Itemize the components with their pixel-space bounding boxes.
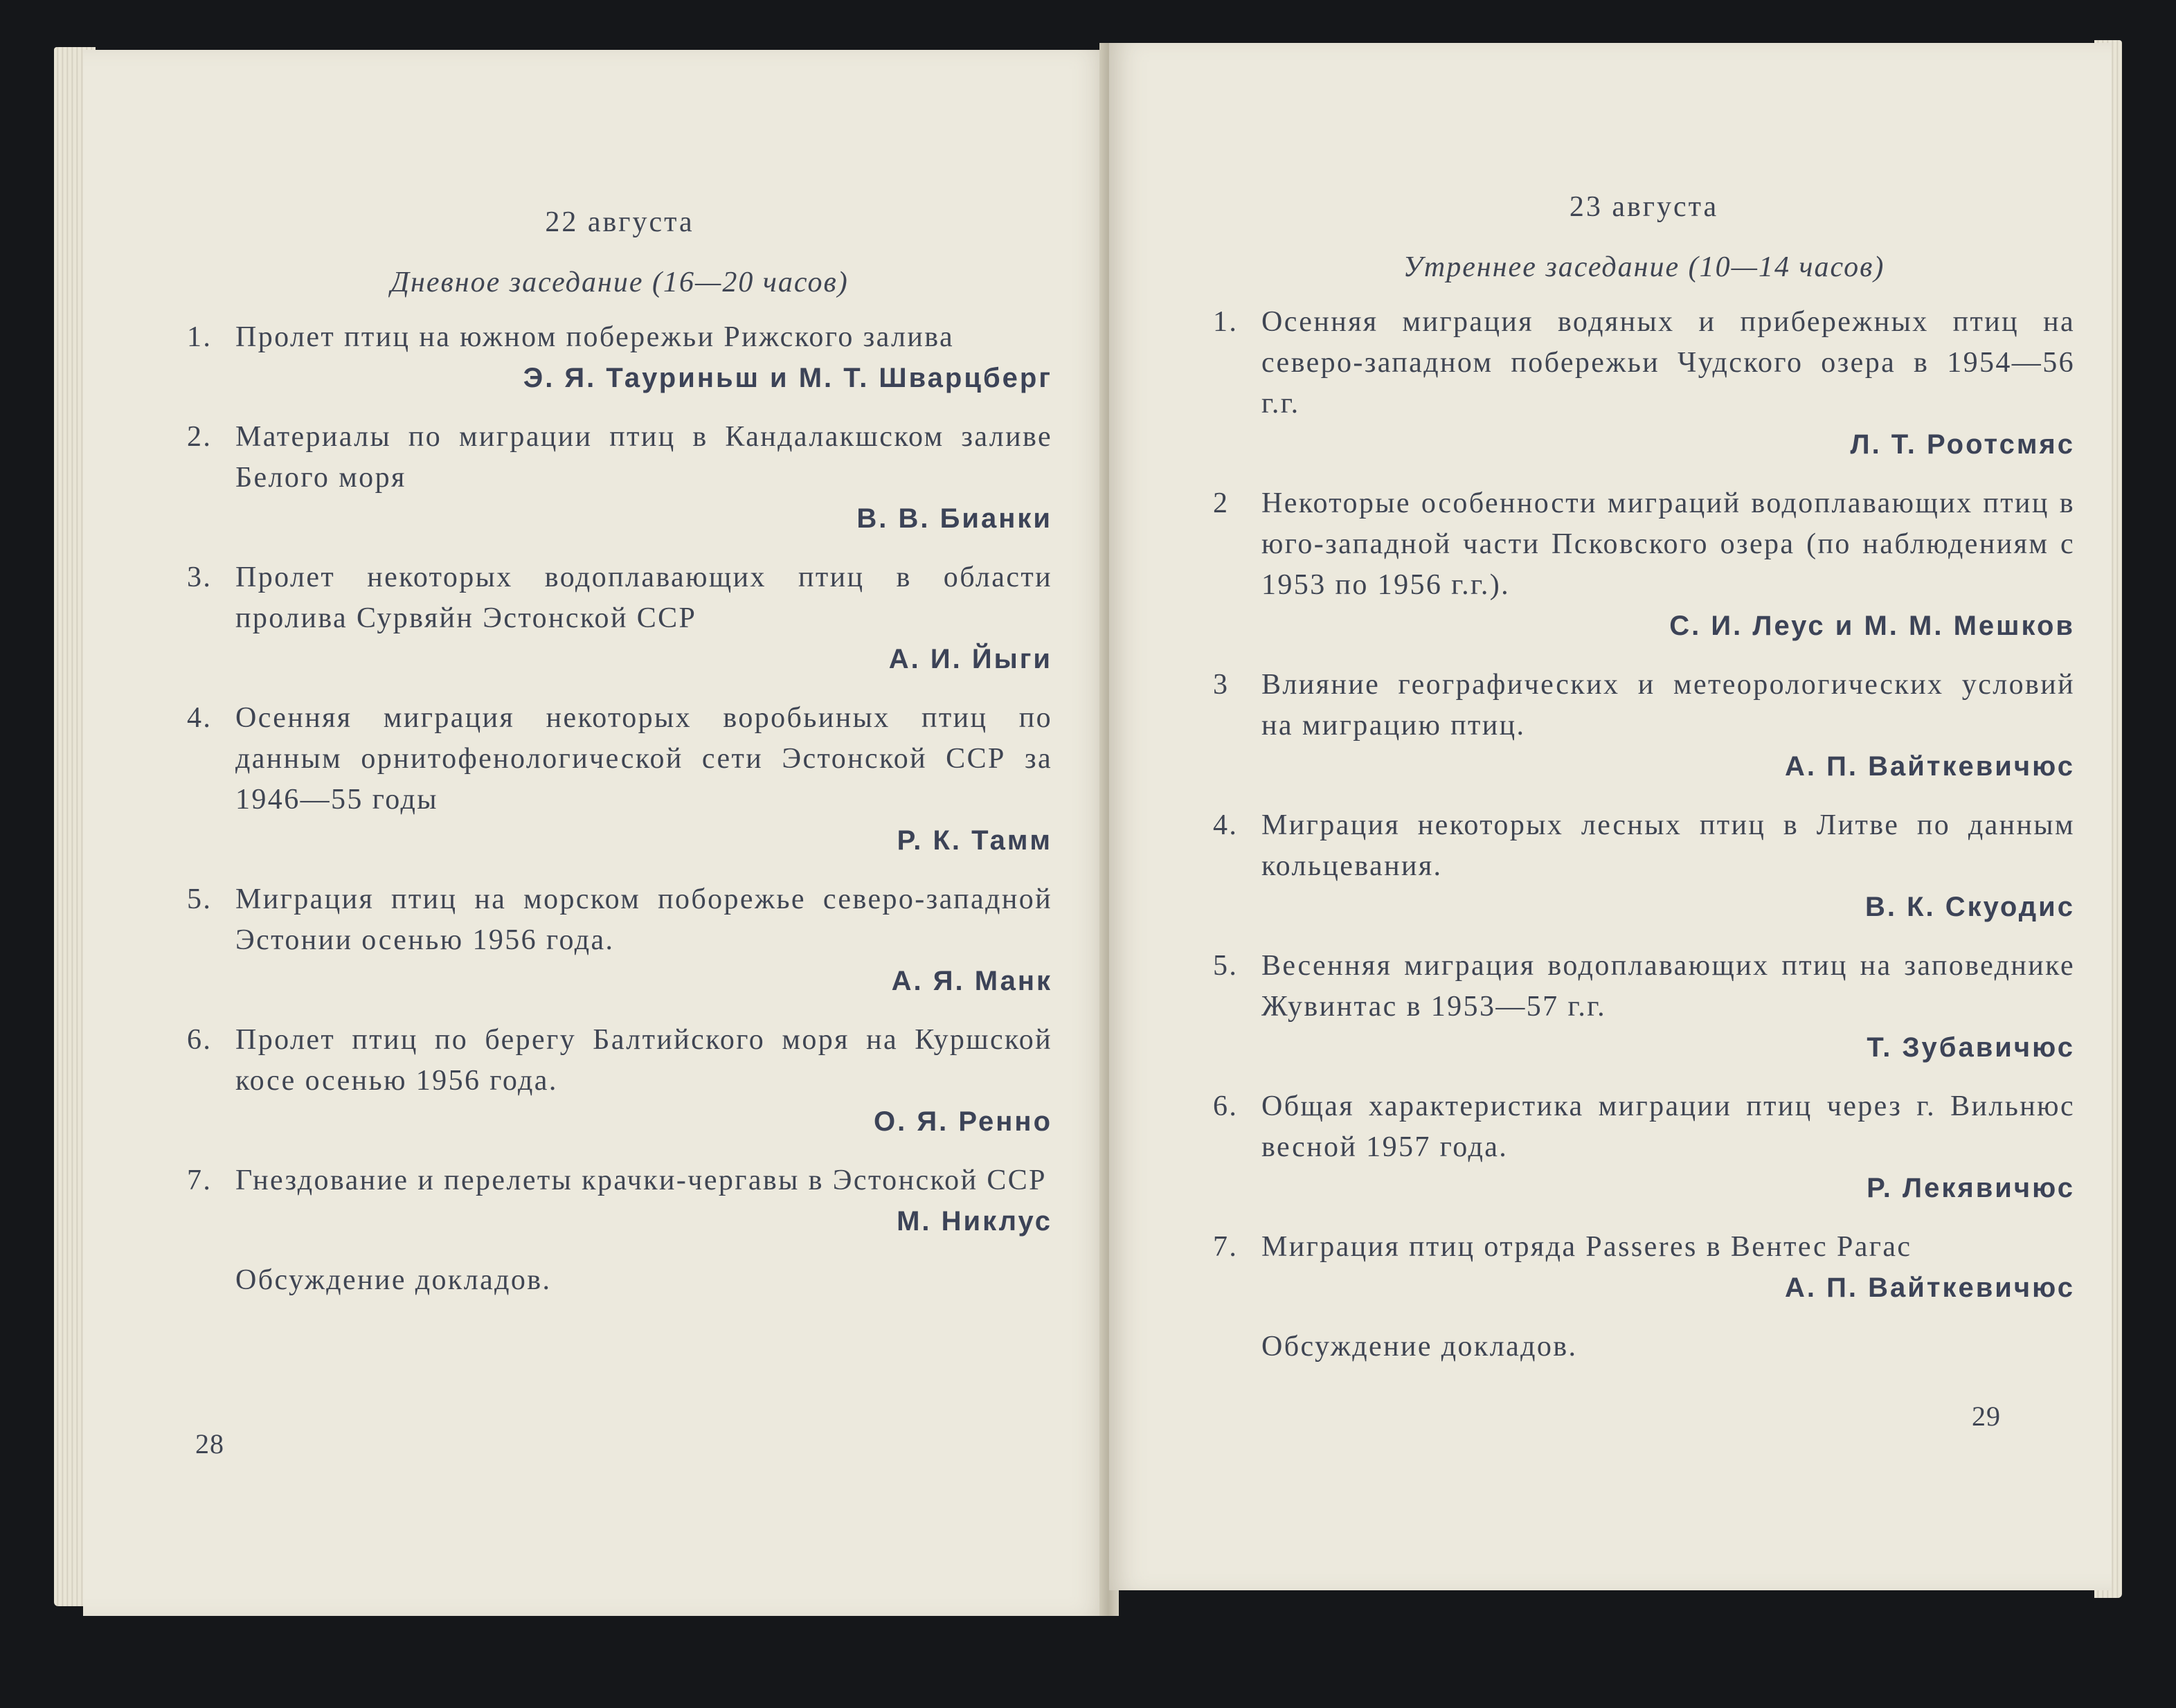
program-item	[187, 698, 1052, 861]
item-title: Материалы по миграции птиц в Кандалакшском заливе Белого моря	[235, 421, 1052, 494]
right-page-session: Утреннее заседание (10—14 часов)	[1403, 251, 1885, 283]
item-number: 2	[1213, 487, 1230, 519]
left-page-items	[187, 317, 1052, 1242]
item-author: В. К. Скуодис	[1864, 892, 2075, 922]
program-item	[1213, 665, 2075, 787]
item-number: 3.	[187, 561, 213, 593]
item-title: Влияние географических и метеорологических условий на миграцию птиц.	[1261, 669, 2075, 741]
item-number: 5.	[187, 883, 213, 915]
program-item-row	[187, 557, 1052, 639]
program-item-row	[187, 417, 1052, 498]
program-item-row	[1213, 805, 2075, 887]
program-item	[187, 557, 1052, 680]
item-author: Л. Т. Роотсмяс	[1850, 429, 2075, 460]
item-author: Э. Я. Тауриньш и М. Т. Шварцберг	[523, 363, 1052, 393]
program-item-row	[1213, 302, 2075, 424]
program-item	[1213, 302, 2075, 465]
item-author: М. Никлус	[897, 1206, 1052, 1237]
item-title: Гнездование и перелеты крачки-чергавы в Эстонской ССР	[235, 1165, 1047, 1196]
item-title: Пролет птиц по берегу Балтийского моря на Куршской косе осенью 1956 года.	[235, 1024, 1052, 1097]
program-item	[1213, 946, 2075, 1068]
item-title: Общая характеристика миграции птиц через г. Вильнюс весной 1957 года.	[1261, 1090, 2075, 1163]
right-page-discussion: Обсуждение докладов.	[1261, 1331, 1578, 1363]
item-number: 3	[1213, 669, 1230, 701]
item-number: 2.	[187, 421, 213, 453]
left-page-session: Дневное заседание (16—20 часов)	[390, 267, 849, 298]
right-page-number: 29	[1972, 1401, 2001, 1432]
item-title: Миграция некоторых лесных птиц в Литве по данным кольцевания.	[1261, 809, 2075, 882]
item-number: 4.	[1213, 809, 1239, 841]
left-page-content	[187, 202, 1052, 1301]
program-item	[187, 879, 1052, 1002]
item-author: О. Я. Ренно	[874, 1106, 1052, 1137]
right-page-date: 23 августа	[1569, 191, 1719, 223]
program-item-row	[187, 698, 1052, 820]
item-number: 7.	[1213, 1231, 1239, 1263]
item-number: 4.	[187, 702, 213, 734]
item-number: 6.	[187, 1024, 213, 1056]
item-author: А. Я. Манк	[891, 966, 1052, 996]
item-title: Миграция птиц на морском поборежье северо-западной Эстонии осенью 1956 года.	[235, 883, 1052, 956]
item-title: Миграция птиц отряда Passeres в Вентес Рагас	[1261, 1231, 1912, 1263]
item-title: Осенняя миграция некоторых воробьиных птиц по данным орнитофенологической сети Эстонской ССР за 1946—55 годы	[235, 702, 1052, 816]
item-number: 5.	[1213, 950, 1239, 982]
left-page-number: 28	[195, 1428, 224, 1459]
program-item-row	[187, 1020, 1052, 1102]
program-item-row	[187, 1160, 1052, 1201]
program-item	[187, 1160, 1052, 1242]
program-item	[1213, 483, 2075, 647]
item-title: Осенняя миграция водяных и прибережных птиц на северо-западном побережьи Чудского озера в 1954—56 г.г.	[1261, 306, 2075, 420]
item-author: А. П. Вайткевичюс	[1785, 751, 2075, 782]
program-item	[1213, 805, 2075, 928]
item-author: В. В. Бианки	[856, 503, 1052, 534]
program-item-row	[187, 317, 1052, 358]
item-number: 7.	[187, 1165, 213, 1196]
program-item-row	[1213, 946, 2075, 1027]
item-author: Р. Лекявичюс	[1867, 1173, 2075, 1203]
item-number: 1.	[187, 321, 213, 353]
item-author: Т. Зубавичюс	[1867, 1032, 2075, 1063]
right-page-content	[1213, 187, 2075, 1367]
program-item	[1213, 1086, 2075, 1209]
item-title: Пролет некоторых водоплавающих птиц в области пролива Сурвяйн Эстонской ССР	[235, 561, 1052, 634]
item-author: С. И. Леус и М. М. Мешков	[1669, 611, 2075, 641]
program-item-row	[1213, 1227, 2075, 1268]
left-page-date: 22 августа	[545, 206, 694, 238]
program-item-row	[187, 879, 1052, 961]
right-page-items	[1213, 302, 2075, 1309]
item-author: Р. К. Тамм	[897, 825, 1052, 856]
left-page	[83, 50, 1109, 1616]
program-item-row	[1213, 1086, 2075, 1168]
program-item-row	[1213, 665, 2075, 746]
program-item	[187, 317, 1052, 399]
item-title: Пролет птиц на южном побережьи Рижского залива	[235, 321, 955, 353]
right-page	[1109, 43, 2112, 1590]
item-author: А. И. Йыги	[888, 644, 1052, 674]
item-number: 6.	[1213, 1090, 1239, 1122]
item-title: Весенняя миграция водоплавающих птиц на заповеднике Жувинтас в 1953—57 г.г.	[1261, 950, 2075, 1023]
item-title: Некоторые особенности миграций водоплавающих птиц в юго-западной части Псковского озера (по наблюдениям с 1953 по 1956 г.г.).	[1261, 487, 2075, 601]
program-item-row	[1213, 483, 2075, 606]
program-item	[187, 1020, 1052, 1142]
item-number: 1.	[1213, 306, 1239, 338]
left-page-discussion: Обсуждение докладов.	[235, 1264, 552, 1296]
item-author: А. П. Вайткевичюс	[1785, 1273, 2075, 1303]
program-item	[187, 417, 1052, 539]
program-item	[1213, 1227, 2075, 1309]
